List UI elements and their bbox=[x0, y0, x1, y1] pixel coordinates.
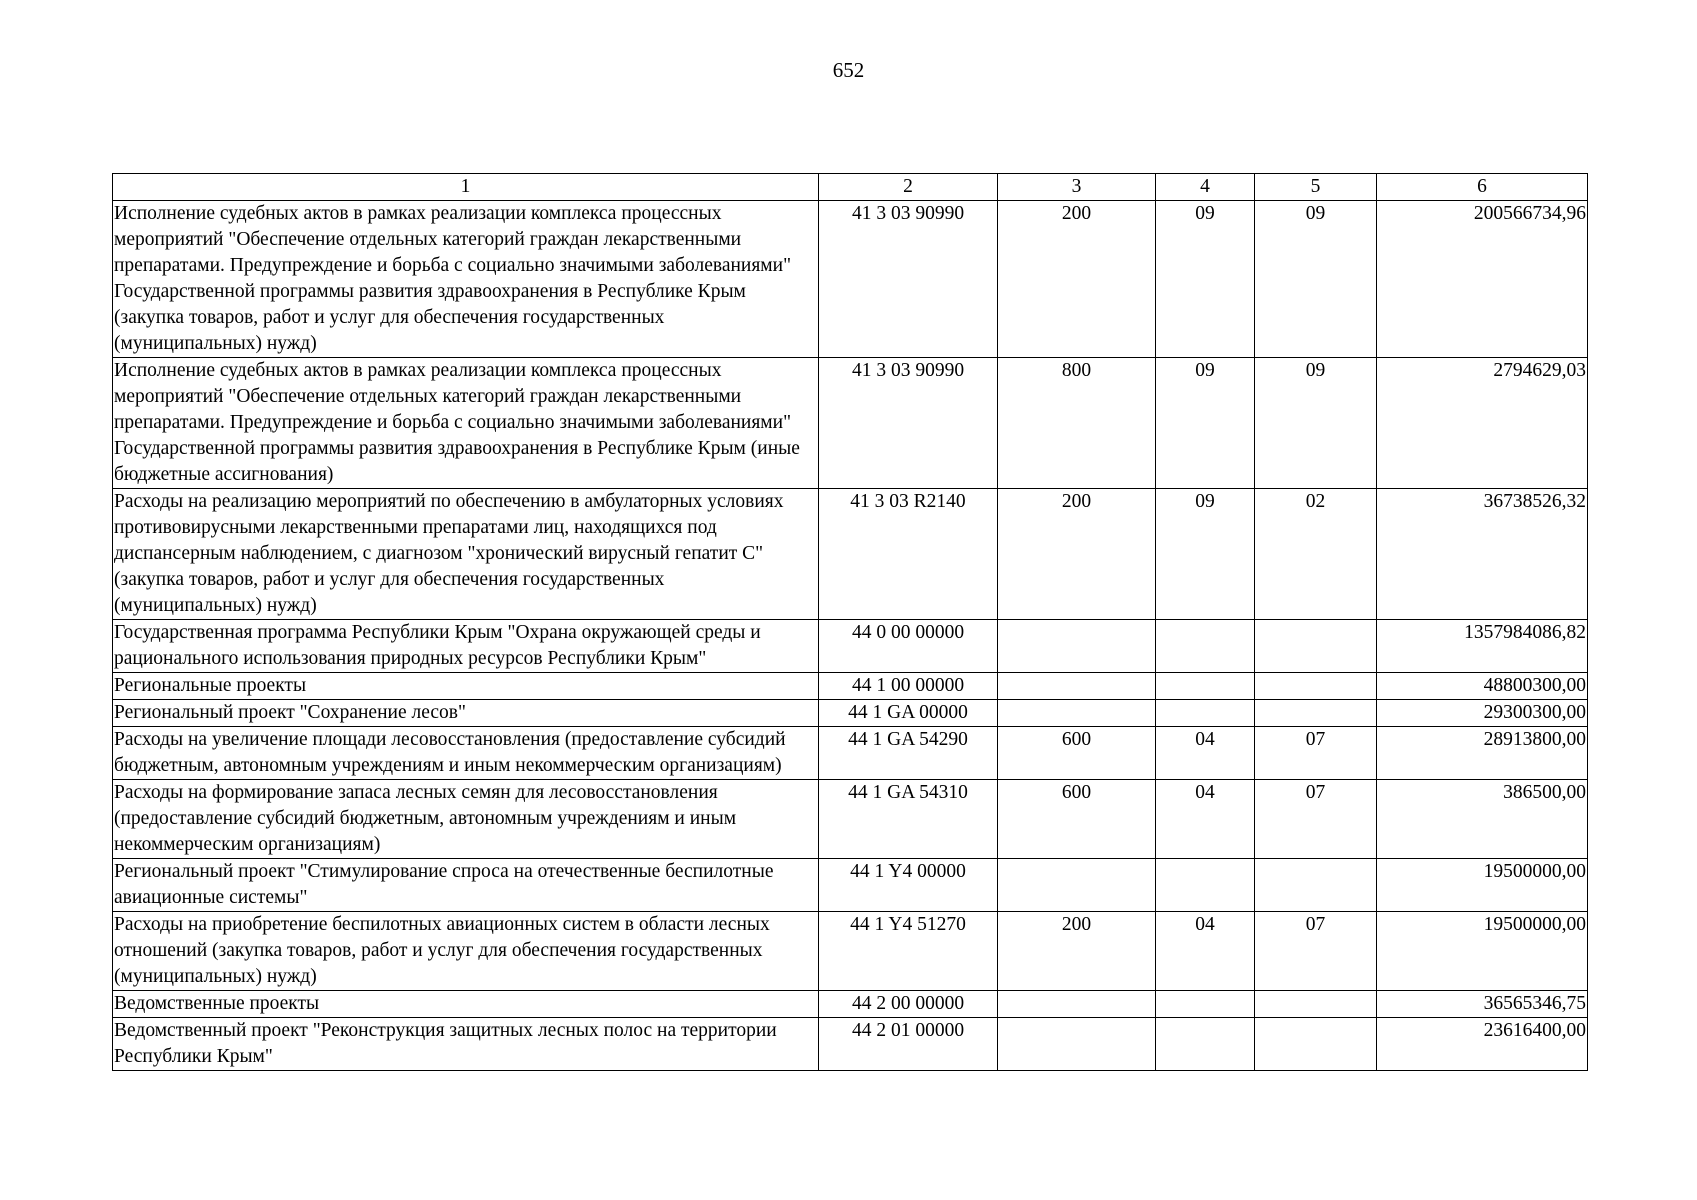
row-subsection: 07 bbox=[1255, 780, 1377, 859]
row-section bbox=[1156, 1018, 1255, 1071]
row-expense-type: 200 bbox=[998, 201, 1156, 358]
row-sum: 1357984086,82 bbox=[1377, 620, 1588, 673]
row-expense-type bbox=[998, 700, 1156, 727]
row-subsection: 07 bbox=[1255, 912, 1377, 991]
table-row bbox=[113, 620, 1588, 673]
row-code: 41 3 03 90990 bbox=[819, 358, 998, 489]
column-header-3: 3 bbox=[998, 174, 1156, 201]
row-subsection bbox=[1255, 991, 1377, 1018]
table-row bbox=[113, 727, 1588, 780]
row-expense-type: 600 bbox=[998, 727, 1156, 780]
row-expense-type bbox=[998, 859, 1156, 912]
table-row bbox=[113, 859, 1588, 912]
row-section: 04 bbox=[1156, 780, 1255, 859]
row-expense-type: 200 bbox=[998, 489, 1156, 620]
row-section bbox=[1156, 859, 1255, 912]
row-section bbox=[1156, 620, 1255, 673]
row-name: Государственная программа Республики Крым "Охрана окружающей среды и рационального использования природных ресурсов Республики Крым" bbox=[113, 620, 819, 673]
row-section bbox=[1156, 991, 1255, 1018]
column-header-2: 2 bbox=[819, 174, 998, 201]
column-header-4: 4 bbox=[1156, 174, 1255, 201]
row-sum: 28913800,00 bbox=[1377, 727, 1588, 780]
row-expense-type bbox=[998, 673, 1156, 700]
row-section: 04 bbox=[1156, 912, 1255, 991]
row-subsection: 02 bbox=[1255, 489, 1377, 620]
row-name: Расходы на увеличение площади лесовосстановления (предоставление субсидий бюджетным, автономным учреждениям и иным некоммерческим организациям) bbox=[113, 727, 819, 780]
row-section: 09 bbox=[1156, 489, 1255, 620]
row-code: 44 1 GA 00000 bbox=[819, 700, 998, 727]
row-expense-type: 600 bbox=[998, 780, 1156, 859]
row-code: 41 3 03 90990 bbox=[819, 201, 998, 358]
row-section: 04 bbox=[1156, 727, 1255, 780]
row-subsection bbox=[1255, 700, 1377, 727]
table-row bbox=[113, 912, 1588, 991]
row-sum: 386500,00 bbox=[1377, 780, 1588, 859]
row-section: 09 bbox=[1156, 201, 1255, 358]
row-sum: 200566734,96 bbox=[1377, 201, 1588, 358]
row-name: Ведомственный проект "Реконструкция защитных лесных полос на территории Республики Крым" bbox=[113, 1018, 819, 1071]
row-name: Региональный проект "Сохранение лесов" bbox=[113, 700, 819, 727]
row-code: 44 1 Y4 00000 bbox=[819, 859, 998, 912]
budget-table bbox=[112, 173, 1588, 1071]
row-sum: 19500000,00 bbox=[1377, 859, 1588, 912]
row-expense-type bbox=[998, 1018, 1156, 1071]
row-sum: 23616400,00 bbox=[1377, 1018, 1588, 1071]
row-subsection: 09 bbox=[1255, 358, 1377, 489]
row-sum: 2794629,03 bbox=[1377, 358, 1588, 489]
row-section bbox=[1156, 700, 1255, 727]
row-sum: 36565346,75 bbox=[1377, 991, 1588, 1018]
column-header-6: 6 bbox=[1377, 174, 1588, 201]
row-code: 44 1 Y4 51270 bbox=[819, 912, 998, 991]
table-row bbox=[113, 1018, 1588, 1071]
row-name: Региональный проект "Стимулирование спроса на отечественные беспилотные авиационные системы" bbox=[113, 859, 819, 912]
row-name: Исполнение судебных актов в рамках реализации комплекса процессных мероприятий "Обеспечение отдельных категорий граждан лекарственными препаратами. Предупреждение и борьба с социально значимыми заболеваниями" Государственной программы развития здравоохранения в Республике Крым (иные бюджетные ассигнования) bbox=[113, 358, 819, 489]
row-code: 44 1 GA 54290 bbox=[819, 727, 998, 780]
row-subsection bbox=[1255, 673, 1377, 700]
row-subsection bbox=[1255, 1018, 1377, 1071]
page-number: 652 bbox=[832, 58, 865, 82]
header-row bbox=[113, 174, 1588, 201]
row-code: 44 1 00 00000 bbox=[819, 673, 998, 700]
row-expense-type bbox=[998, 991, 1156, 1018]
table-row bbox=[113, 700, 1588, 727]
table-row bbox=[113, 358, 1588, 489]
table-row bbox=[113, 673, 1588, 700]
row-name: Региональные проекты bbox=[113, 673, 819, 700]
table-row bbox=[113, 201, 1588, 358]
table-row bbox=[113, 780, 1588, 859]
row-code: 44 2 01 00000 bbox=[819, 1018, 998, 1071]
row-subsection: 07 bbox=[1255, 727, 1377, 780]
row-sum: 36738526,32 bbox=[1377, 489, 1588, 620]
row-expense-type: 800 bbox=[998, 358, 1156, 489]
row-name: Расходы на формирование запаса лесных семян для лесовосстановления (предоставление субсидий бюджетным, автономным учреждениям и иным некоммерческим организациям) bbox=[113, 780, 819, 859]
row-code: 44 2 00 00000 bbox=[819, 991, 998, 1018]
table-row bbox=[113, 991, 1588, 1018]
row-code: 44 1 GA 54310 bbox=[819, 780, 998, 859]
row-name: Ведомственные проекты bbox=[113, 991, 819, 1018]
row-subsection: 09 bbox=[1255, 201, 1377, 358]
row-name: Исполнение судебных актов в рамках реализации комплекса процессных мероприятий "Обеспечение отдельных категорий граждан лекарственными препаратами. Предупреждение и борьба с социально значимыми заболеваниями" Государственной программы развития здравоохранения в Республике Крым (закупка товаров, работ и услуг для обеспечения государственных (муниципальных) нужд) bbox=[113, 201, 819, 358]
row-section bbox=[1156, 673, 1255, 700]
row-sum: 29300300,00 bbox=[1377, 700, 1588, 727]
row-name: Расходы на приобретение беспилотных авиационных систем в области лесных отношений (закупка товаров, работ и услуг для обеспечения государственных (муниципальных) нужд) bbox=[113, 912, 819, 991]
row-sum: 48800300,00 bbox=[1377, 673, 1588, 700]
column-header-5: 5 bbox=[1255, 174, 1377, 201]
row-section: 09 bbox=[1156, 358, 1255, 489]
row-code: 41 3 03 R2140 bbox=[819, 489, 998, 620]
row-sum: 19500000,00 bbox=[1377, 912, 1588, 991]
column-header-1: 1 bbox=[113, 174, 819, 201]
row-expense-type bbox=[998, 620, 1156, 673]
table-row bbox=[113, 489, 1588, 620]
row-name: Расходы на реализацию мероприятий по обеспечению в амбулаторных условиях противовирусными лекарственными препаратами лиц, находящихся под диспансерным наблюдением, с диагнозом "хронический вирусный гепатит С" (закупка товаров, работ и услуг для обеспечения государственных (муниципальных) нужд) bbox=[113, 489, 819, 620]
row-code: 44 0 00 00000 bbox=[819, 620, 998, 673]
row-subsection bbox=[1255, 859, 1377, 912]
row-expense-type: 200 bbox=[998, 912, 1156, 991]
row-subsection bbox=[1255, 620, 1377, 673]
